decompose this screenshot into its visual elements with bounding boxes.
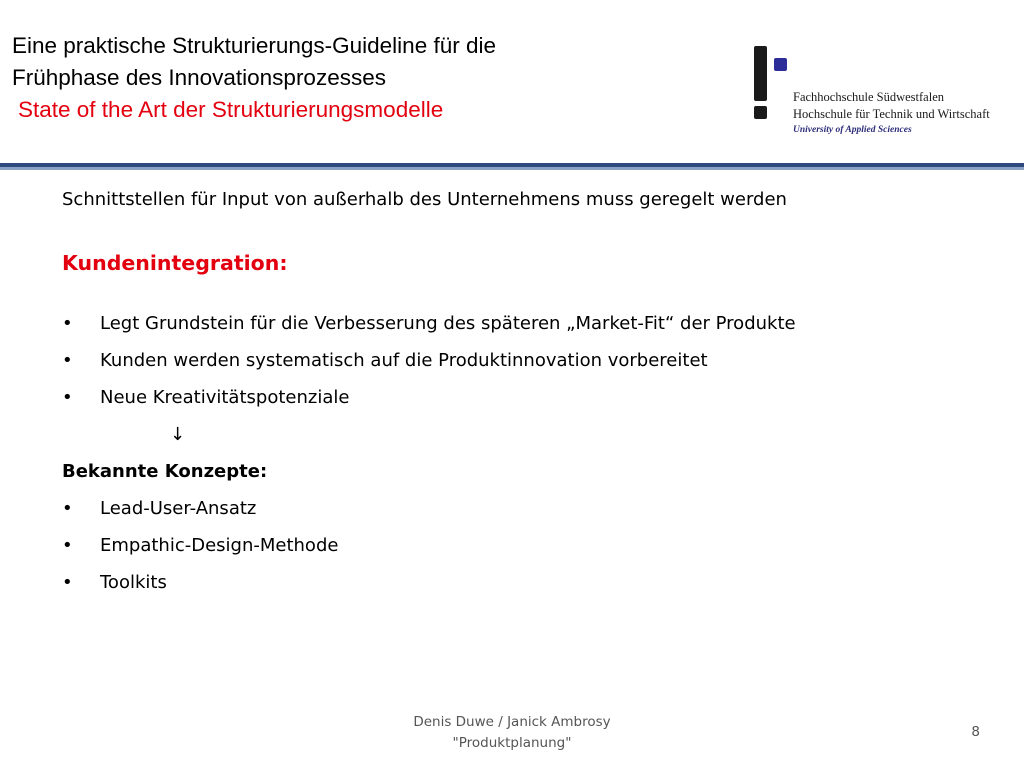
list-item-text: Legt Grundstein für die Verbesserung des späteren „Market-Fit“ der Produkte [100, 313, 796, 334]
university-logo [748, 44, 1024, 144]
benefits-list [62, 305, 962, 416]
list-item [62, 379, 962, 416]
bullet-icon: • [62, 313, 73, 334]
list-item-text: Empathic-Design-Methode [100, 535, 339, 556]
logo-text [793, 89, 1024, 137]
logo-line-1: Fachhochschule Südwestfalen [793, 90, 945, 104]
concepts-heading: Bekannte Konzepte: [62, 461, 268, 482]
list-item-text: Neue Kreativitätspotenziale [100, 387, 350, 408]
logo-line-3: University of Applied Sciences [793, 125, 912, 135]
list-item-text: Lead-User-Ansatz [100, 498, 257, 519]
list-item [62, 490, 962, 527]
page-number: 8 [971, 724, 980, 740]
list-item [62, 305, 962, 342]
intro-text: Schnittstellen für Input von außerhalb des Unternehmens muss geregelt werden [62, 189, 787, 210]
footer-topic: "Produktplanung" [452, 735, 572, 751]
list-item [62, 527, 962, 564]
section-heading: Kundenintegration: [62, 251, 288, 275]
exclamation-logo-icon [748, 44, 798, 124]
list-item-text: Kunden werden systematisch auf die Produktinnovation vorbereitet [100, 350, 708, 371]
list-item-text: Toolkits [100, 572, 167, 593]
logo-line-2: Hochschule für Technik und Wirtschaft [793, 107, 990, 121]
footer-credits [382, 712, 642, 754]
footer-authors: Denis Duwe / Janick Ambrosy [413, 714, 611, 730]
slide-title-line-1: Eine praktische Strukturierungs-Guideline für die [12, 33, 496, 58]
bullet-icon: • [62, 498, 73, 519]
header-divider [0, 163, 1024, 172]
down-arrow-icon: ↓ [170, 424, 186, 445]
concepts-list [62, 490, 962, 601]
slide-header [12, 30, 712, 126]
list-item [62, 342, 962, 379]
bullet-icon: • [62, 350, 73, 371]
slide-title-line-2: Frühphase des Innovationsprozesses [12, 65, 386, 90]
list-item [62, 564, 962, 601]
bullet-icon: • [62, 387, 73, 408]
slide-body [62, 186, 962, 601]
bullet-icon: • [62, 572, 73, 593]
slide-subtitle: State of the Art der Strukturierungsmodelle [18, 97, 444, 122]
bullet-icon: • [62, 535, 73, 556]
